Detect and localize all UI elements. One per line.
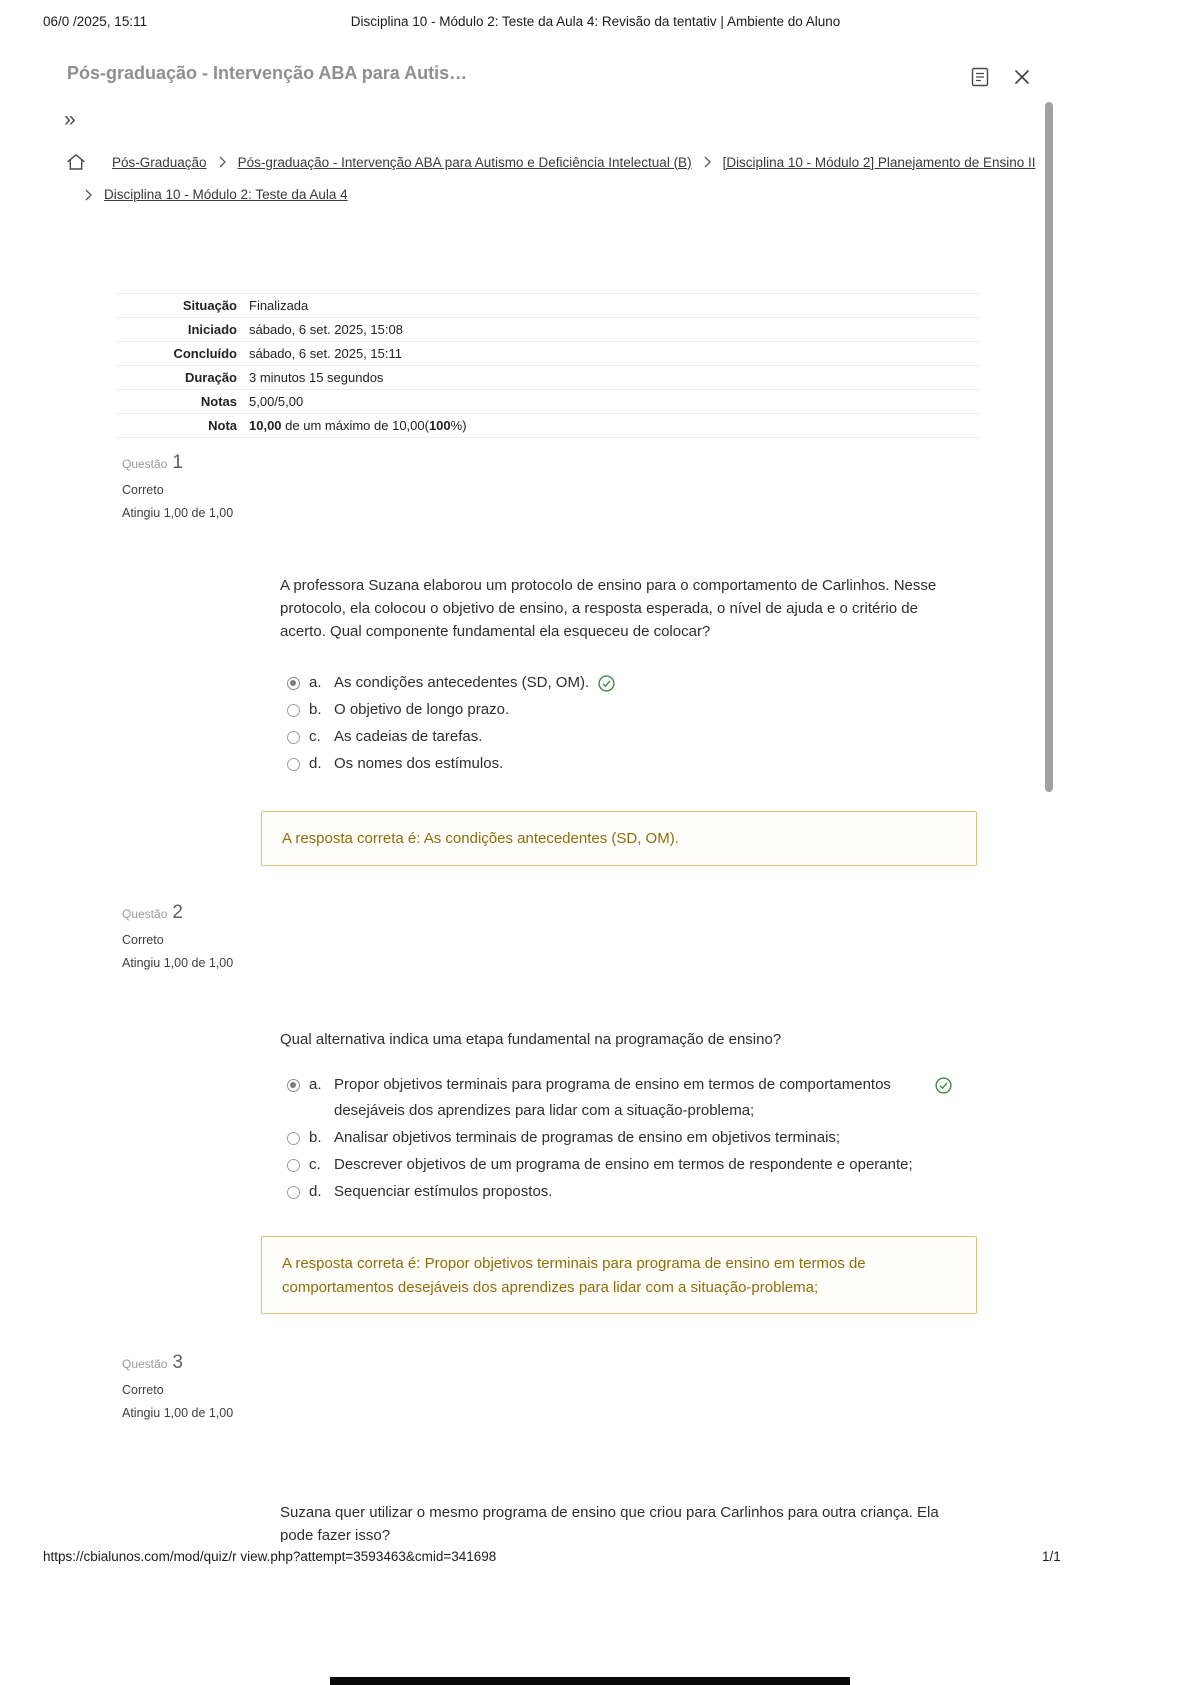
- summary-label: Duração: [184, 370, 237, 385]
- summary-label: Nota: [208, 418, 237, 433]
- answer-option-d[interactable]: [287, 751, 987, 777]
- print-footer-page-number: 1/1: [1042, 1549, 1061, 1564]
- option-letter: a.: [309, 674, 322, 691]
- question-1-text: A professora Suzana elaborou um protocolo de ensino para o comportamento de Carlinhos. Nesse protocolo, ela colocou o objetivo de ensino, a resposta esperada, o nível de ajuda e o critério de acerto. Qual componente fundamental ela esqueceu de colocar?: [280, 577, 937, 640]
- summary-grade-value: [249, 418, 467, 433]
- breadcrumb: [66, 153, 1036, 171]
- breadcrumb-link-quiz[interactable]: Disciplina 10 - Módulo 2: Teste da Aula 4: [104, 187, 348, 202]
- radio-selected[interactable]: [287, 677, 300, 690]
- breadcrumb-link-module[interactable]: [Disciplina 10 - Módulo 2] Planejamento de Ensino II: [722, 154, 1036, 170]
- radio-unselected[interactable]: [287, 1159, 300, 1172]
- question-2-options: [287, 1072, 987, 1206]
- bottom-overlay-bar: [330, 1677, 850, 1685]
- question-1-info: [122, 452, 272, 520]
- option-text: As condições antecedentes (SD, OM).: [334, 674, 590, 691]
- option-letter: d.: [309, 1183, 322, 1200]
- option-text: Sequenciar estímulos propostos.: [334, 1183, 553, 1200]
- question-label: Questão: [122, 457, 168, 471]
- question-1-options: [287, 670, 987, 778]
- summary-label: Concluído: [173, 346, 237, 361]
- summary-row-concluido: [115, 341, 981, 365]
- option-letter: c.: [309, 728, 321, 745]
- summary-value: sábado, 6 set. 2025, 15:08: [249, 322, 403, 337]
- summary-row-iniciado: [115, 317, 981, 341]
- question-3-info: [122, 1352, 272, 1420]
- answer-option-c[interactable]: [287, 1152, 987, 1178]
- print-datetime: 06/0 /2025, 15:11: [43, 14, 148, 29]
- option-text: Os nomes dos estímulos.: [334, 755, 504, 772]
- question-number: [122, 902, 272, 924]
- answer-option-b[interactable]: [287, 1125, 987, 1151]
- question-status: Correto: [122, 1383, 164, 1397]
- question-2-right-answer: A resposta correta é: Propor objetivos terminais para programa de ensino em termos de comportamentos desejáveis dos aprendizes para lidar com a situação-problema;: [261, 1236, 977, 1314]
- summary-value: sábado, 6 set. 2025, 15:11: [249, 346, 402, 361]
- breadcrumb-link-pos-graduacao[interactable]: Pós-Graduação: [112, 154, 207, 170]
- correct-check-icon: [598, 675, 615, 692]
- home-icon[interactable]: [66, 153, 86, 171]
- radio-unselected[interactable]: [287, 1132, 300, 1145]
- summary-row-duracao: [115, 365, 981, 389]
- document-icon[interactable]: [971, 67, 989, 87]
- question-number: [122, 1352, 272, 1374]
- breadcrumb-link-course[interactable]: Pós-graduação - Intervenção ABA para Autismo e Deficiência Intelectual (B): [237, 154, 692, 170]
- question-2-info: [122, 902, 272, 970]
- correct-check-icon: [935, 1077, 952, 1094]
- summary-row-nota: [115, 413, 981, 438]
- summary-value: Finalizada: [249, 298, 309, 313]
- grade-bold: 10,00: [249, 418, 282, 433]
- summary-value: 5,00/5,00: [249, 394, 304, 409]
- answer-option-d[interactable]: [287, 1179, 987, 1205]
- question-points: Atingiu 1,00 de 1,00: [122, 506, 234, 520]
- print-document-title: Disciplina 10 - Módulo 2: Teste da Aula 4: Revisão da tentativ | Ambiente do Aluno: [350, 14, 841, 29]
- question-number-value: 1: [172, 452, 183, 473]
- chevron-right-icon: [704, 156, 711, 168]
- question-1-right-answer: A resposta correta é: As condições antecedentes (SD, OM).: [261, 811, 977, 866]
- chevron-right-icon: [219, 156, 226, 168]
- answer-option-c[interactable]: [287, 724, 987, 750]
- question-points: Atingiu 1,00 de 1,00: [122, 1406, 234, 1420]
- question-number-value: 2: [172, 902, 183, 923]
- option-letter: c.: [309, 1156, 321, 1173]
- question-2-text: Qual alternativa indica uma etapa fundamental na programação de ensino?: [280, 1031, 782, 1048]
- question-label: Questão: [122, 1357, 168, 1371]
- breadcrumb-row-2: [83, 187, 348, 202]
- question-3-text-clipped: [280, 1501, 960, 1542]
- option-letter: b.: [309, 701, 322, 718]
- summary-row-situacao: [115, 293, 981, 317]
- option-letter: a.: [309, 1076, 322, 1093]
- question-number-value: 3: [172, 1352, 183, 1373]
- answer-option-b[interactable]: [287, 697, 987, 723]
- chevron-right-icon: [85, 189, 92, 201]
- question-3-text: Suzana quer utilizar o mesmo programa de ensino que criou para Carlinhos para outra criança. Ela pode fazer isso?: [280, 1504, 939, 1542]
- grade-mid: de um máximo de 10,00(: [281, 418, 429, 433]
- radio-unselected[interactable]: [287, 704, 300, 717]
- summary-label: Situação: [182, 298, 237, 313]
- question-status: Correto: [122, 483, 164, 497]
- option-letter: d.: [309, 755, 322, 772]
- option-text: O objetivo de longo prazo.: [334, 701, 510, 718]
- option-text: Descrever objetivos de um programa de ensino em termos de respondente e operante;: [334, 1156, 913, 1173]
- collapse-chevrons-icon[interactable]: »: [64, 108, 76, 131]
- grade-percent-bold: 100: [428, 418, 451, 433]
- question-label: Questão: [122, 907, 168, 921]
- question-number: [122, 452, 272, 474]
- option-letter: b.: [309, 1129, 322, 1146]
- close-icon[interactable]: [1014, 69, 1030, 85]
- summary-value: 3 minutos 15 segundos: [249, 370, 384, 385]
- attempt-summary-table: [115, 293, 981, 438]
- vertical-scrollbar-thumb[interactable]: [1045, 102, 1053, 792]
- summary-label: Notas: [200, 394, 237, 409]
- radio-unselected[interactable]: [287, 1186, 300, 1199]
- radio-unselected[interactable]: [287, 731, 300, 744]
- answer-option-a[interactable]: [287, 670, 987, 696]
- option-text: Propor objetivos terminais para programa de ensino em termos de comportamentos desejáveis dos aprendizes para lidar com a situação-problema;: [334, 1076, 891, 1119]
- summary-row-notas: [115, 389, 981, 413]
- option-text: As cadeias de tarefas.: [334, 728, 483, 745]
- radio-unselected[interactable]: [287, 758, 300, 771]
- answer-option-a[interactable]: [287, 1072, 987, 1124]
- print-footer-url: https://cbialunos.com/mod/quiz/r view.php?attempt=3593463&cmid=341698: [43, 1549, 497, 1564]
- radio-selected[interactable]: [287, 1079, 300, 1092]
- question-points: Atingiu 1,00 de 1,00: [122, 956, 234, 970]
- option-text: Analisar objetivos terminais de programas de ensino em objetivos terminais;: [334, 1129, 841, 1146]
- question-status: Correto: [122, 933, 164, 947]
- grade-end: %): [450, 418, 467, 433]
- summary-label: Iniciado: [187, 322, 237, 337]
- course-panel-title: Pós-graduação - Intervenção ABA para Autis…: [67, 63, 468, 83]
